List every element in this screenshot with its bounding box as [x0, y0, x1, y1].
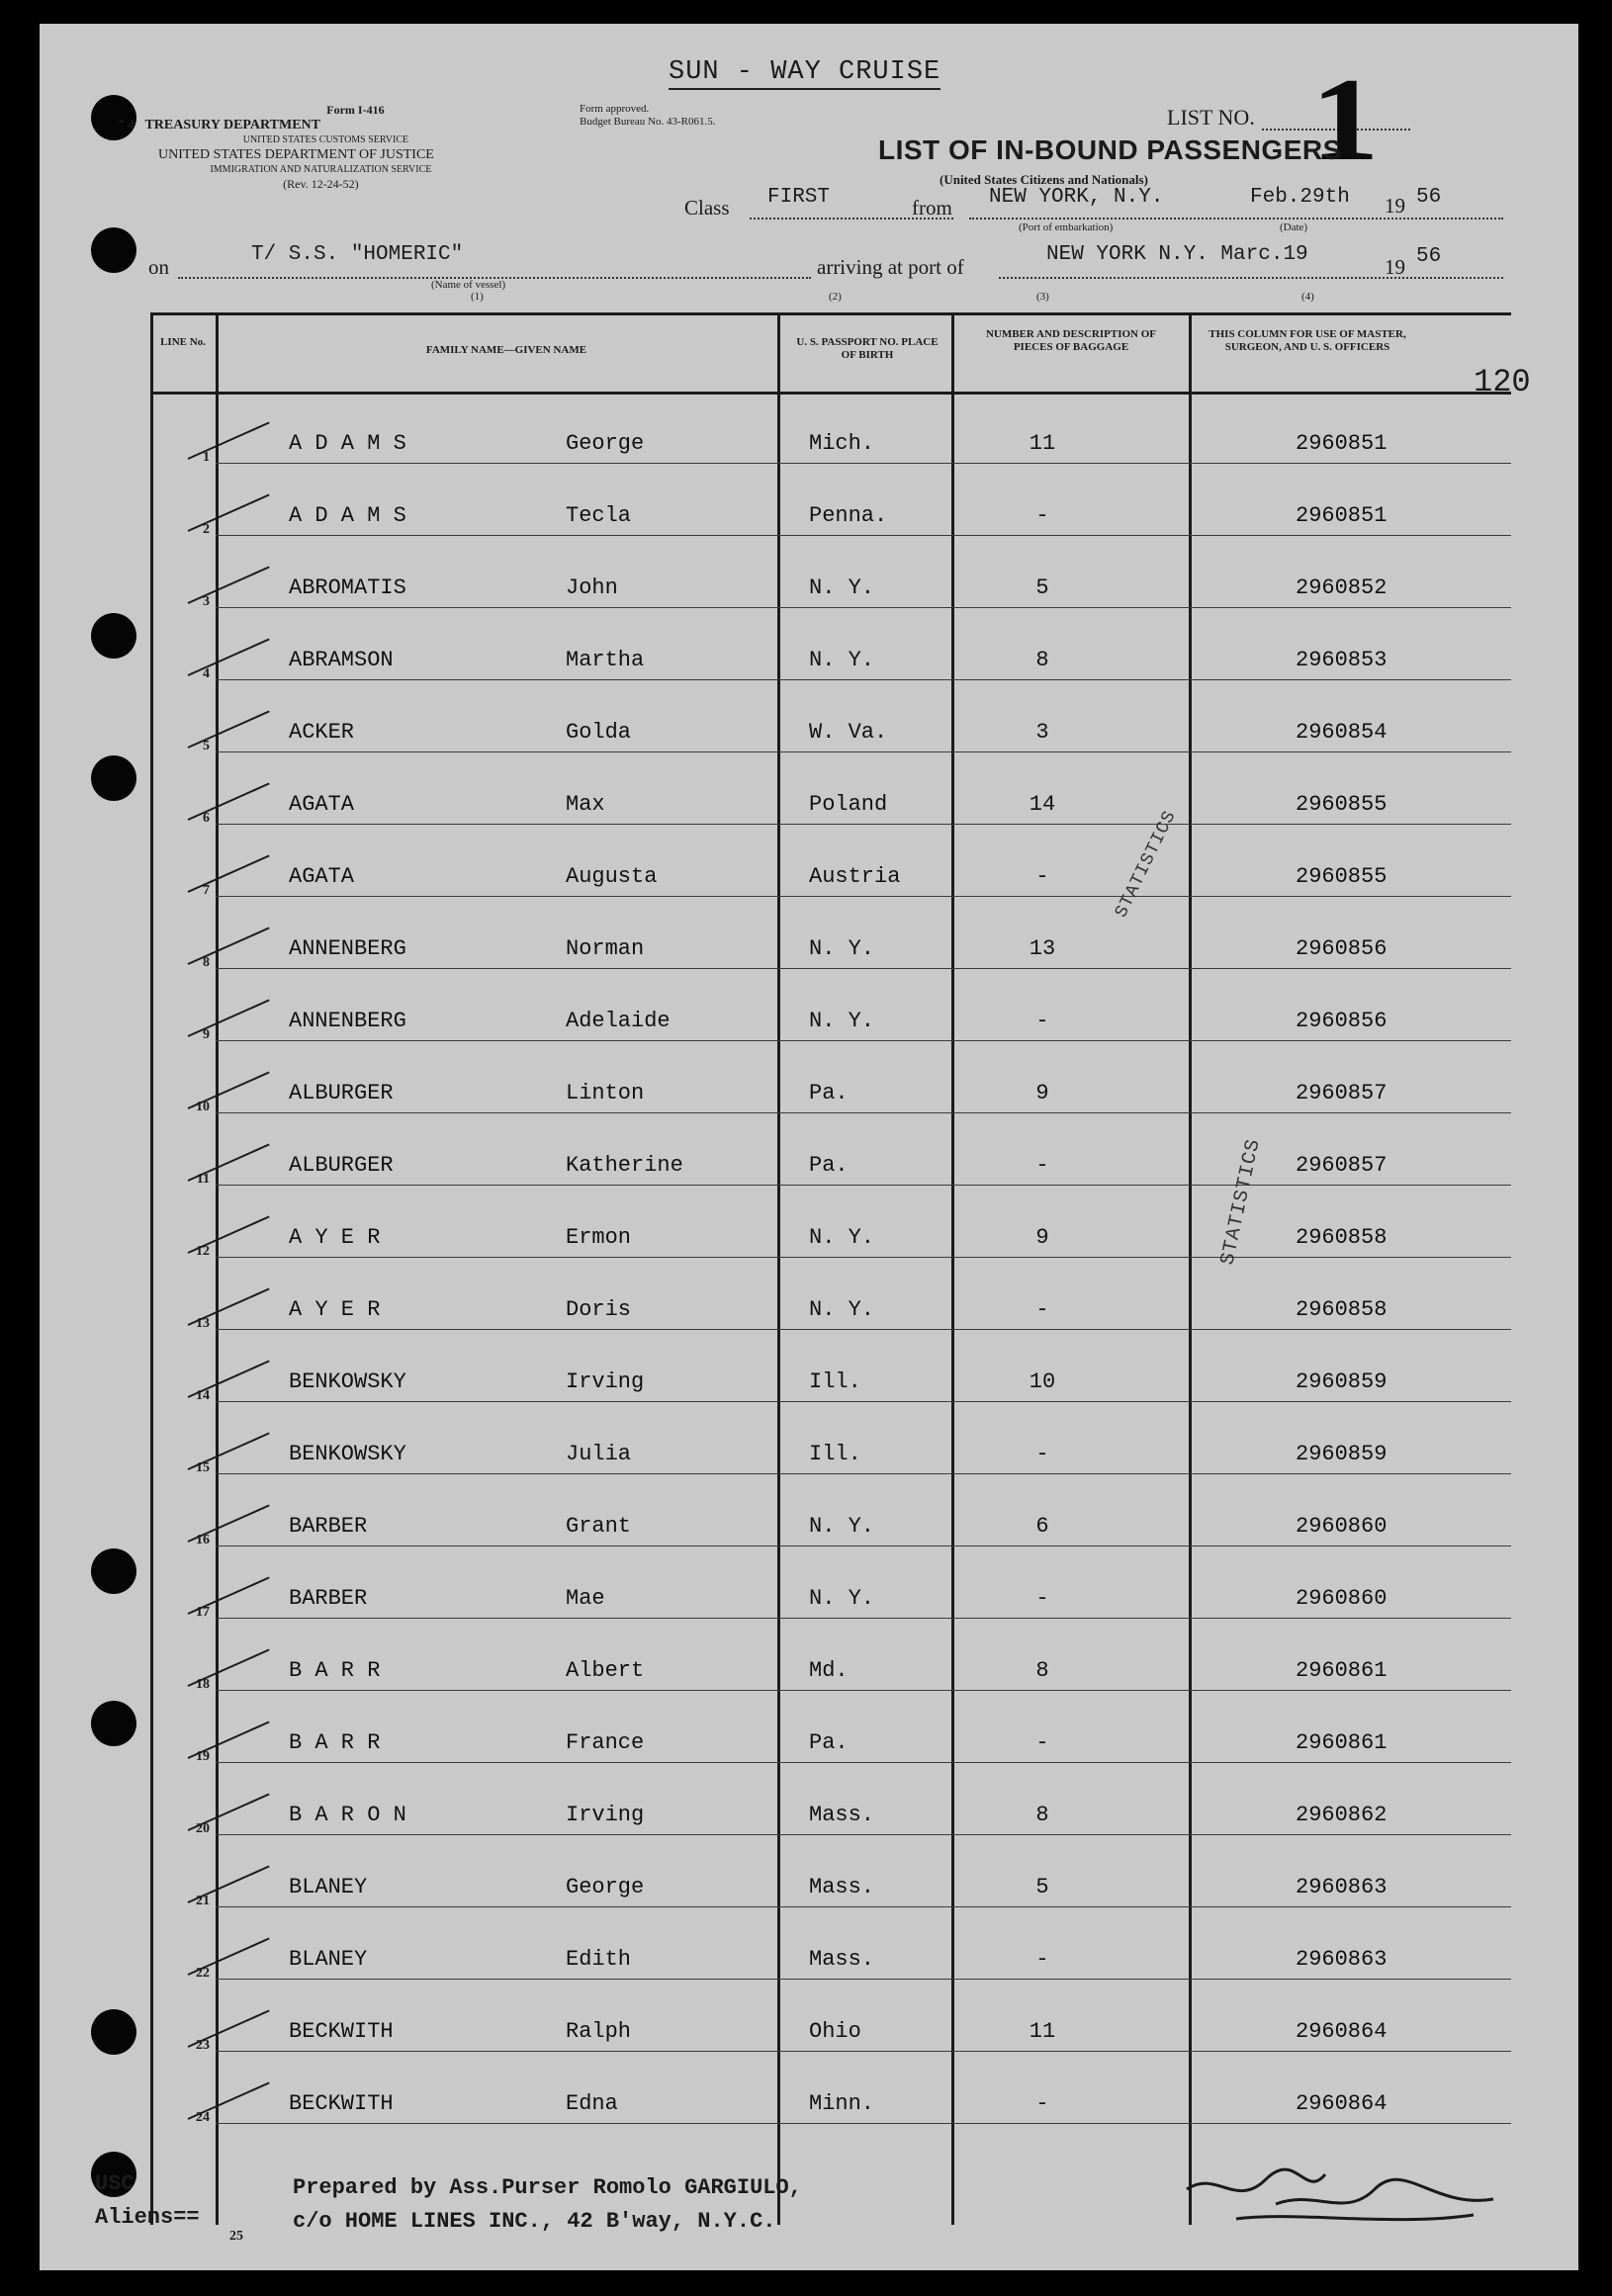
list-no-label: LIST NO.	[1167, 105, 1255, 130]
treasury-label: TREASURY DEPARTMENT	[144, 118, 320, 132]
arrival-year-prefix: 19	[1385, 255, 1405, 279]
line-number: 18	[196, 1677, 210, 1692]
punch-hole	[91, 613, 136, 659]
line-number: 7	[203, 883, 210, 898]
line-number: 6	[203, 811, 210, 826]
family-name: B A R R	[289, 1658, 381, 1683]
revision-label: (Rev. 12-24-52)	[283, 177, 359, 191]
baggage-count: 8	[1035, 1803, 1049, 1827]
baggage-count: 11	[1029, 2019, 1056, 2044]
given-name: Julia	[566, 1442, 632, 1466]
officer-number: 2960859	[1296, 1369, 1388, 1394]
table-top-rule	[150, 312, 1511, 315]
col-num-2: (2)	[829, 291, 842, 303]
place-of-birth: N. Y.	[809, 575, 875, 600]
punch-hole	[91, 2009, 136, 2055]
given-name: Adelaide	[566, 1009, 671, 1033]
line-number: 2	[203, 522, 210, 537]
place-of-birth: Pa.	[809, 1153, 849, 1178]
from-value: NEW YORK, N.Y.	[989, 186, 1164, 209]
table-row	[150, 1113, 1511, 1186]
list-title: LIST OF IN-BOUND PASSENGERS	[878, 134, 1342, 165]
sheet-number: 120	[1474, 364, 1531, 400]
baggage-count: 5	[1035, 575, 1049, 600]
family-name: ABRAMSON	[289, 648, 394, 672]
usc-label: USC	[95, 2171, 134, 2196]
given-name: Ralph	[566, 2019, 632, 2044]
officer-number: 2960857	[1296, 1081, 1388, 1105]
given-name: Tecla	[566, 503, 632, 528]
year-prefix: 19	[1385, 194, 1405, 218]
prepared-line-1: Prepared by Ass.Purser Romolo GARGIULO,	[293, 2175, 802, 2200]
given-name: Max	[566, 792, 605, 817]
officer-number: 2960854	[1296, 720, 1388, 745]
line-number: 10	[196, 1100, 210, 1114]
line-number: 9	[203, 1027, 210, 1042]
officer-number: 2960861	[1296, 1730, 1388, 1755]
arrival-year-suffix: 56	[1416, 245, 1442, 268]
form-approved: Form approved.	[580, 103, 650, 115]
officer-number: 2960860	[1296, 1514, 1388, 1539]
baggage-count: -	[1035, 1297, 1049, 1322]
treasury-prefix: ᐩ 4	[119, 118, 134, 132]
line-number: 14	[196, 1388, 210, 1403]
header-baggage: NUMBER AND DESCRIPTION OF PIECES OF BAGGAGE	[985, 328, 1157, 353]
family-name: BECKWITH	[289, 2091, 394, 2116]
family-name: ACKER	[289, 720, 355, 745]
line-number: 21	[196, 1894, 210, 1908]
family-name: A Y E R	[289, 1225, 381, 1250]
table-row	[150, 464, 1511, 536]
table-row	[150, 608, 1511, 680]
statistics-stamp: STATISTICS	[1112, 807, 1181, 922]
table-row	[150, 897, 1511, 969]
table-row	[150, 1330, 1511, 1402]
given-name: Mae	[566, 1586, 605, 1611]
family-name: A D A M S	[289, 431, 406, 456]
family-name: ANNENBERG	[289, 1009, 406, 1033]
officer-number: 2960863	[1296, 1947, 1388, 1972]
place-of-birth: N. Y.	[809, 1586, 875, 1611]
family-name: BENKOWSKY	[289, 1442, 406, 1466]
class-value: FIRST	[767, 186, 831, 209]
justice-label: UNITED STATES DEPARTMENT OF JUSTICE	[158, 147, 434, 162]
line-number: 15	[196, 1460, 210, 1475]
officer-number: 2960855	[1296, 864, 1388, 889]
baggage-count: -	[1035, 1442, 1049, 1466]
given-name: Irving	[566, 1803, 645, 1827]
table-row	[150, 1763, 1511, 1835]
list-no-value: 1	[1310, 53, 1380, 185]
family-name: BARBER	[289, 1514, 368, 1539]
punch-hole	[91, 1701, 136, 1746]
from-label: from	[912, 196, 952, 220]
date-label: (Date)	[1280, 221, 1308, 233]
list-subtitle: (United States Citizens and Nationals)	[940, 172, 1148, 187]
given-name: George	[566, 431, 645, 456]
table-row	[150, 680, 1511, 752]
family-name: AGATA	[289, 792, 355, 817]
baggage-count: -	[1035, 864, 1049, 889]
punch-hole	[91, 755, 136, 801]
given-name: Katherine	[566, 1153, 683, 1178]
baggage-count: 13	[1029, 936, 1056, 961]
table-row	[150, 1619, 1511, 1691]
punch-hole	[91, 1548, 136, 1594]
arrival-value: NEW YORK N.Y. Marc.19	[1046, 243, 1308, 266]
officer-number: 2960860	[1296, 1586, 1388, 1611]
line-number: 12	[196, 1244, 210, 1259]
baggage-count: -	[1035, 1009, 1049, 1033]
table-row	[150, 1041, 1511, 1113]
baggage-count: 3	[1035, 720, 1049, 745]
row-rule	[216, 2123, 1511, 2124]
baggage-count: -	[1035, 1153, 1049, 1178]
line-number-25: 25	[229, 2229, 243, 2244]
arriving-label: arriving at port of	[817, 255, 964, 279]
family-name: BARBER	[289, 1586, 368, 1611]
aliens-label: Aliens==	[95, 2205, 200, 2230]
baggage-count: 10	[1029, 1369, 1056, 1394]
customs-label: UNITED STATES CUSTOMS SERVICE	[242, 134, 409, 145]
budget-bureau: Budget Bureau No. 43-R061.5.	[580, 116, 716, 128]
officer-number: 2960851	[1296, 431, 1388, 456]
form-approved-block	[580, 103, 715, 129]
punch-hole	[91, 227, 136, 273]
table-row	[150, 1474, 1511, 1546]
line-number: 1	[203, 450, 210, 465]
baggage-count: 9	[1035, 1081, 1049, 1105]
family-name: BENKOWSKY	[289, 1369, 406, 1394]
place-of-birth: N. Y.	[809, 1225, 875, 1250]
class-label: Class	[684, 196, 730, 220]
baggage-count: 6	[1035, 1514, 1049, 1539]
family-name: AGATA	[289, 864, 355, 889]
table-row	[150, 969, 1511, 1041]
officer-number: 2960853	[1296, 648, 1388, 672]
officer-number: 2960864	[1296, 2091, 1388, 2116]
table-row	[150, 825, 1511, 897]
manifest-sheet	[40, 24, 1578, 2270]
baggage-count: 9	[1035, 1225, 1049, 1250]
baggage-count: -	[1035, 1947, 1049, 1972]
table-row	[150, 1691, 1511, 1763]
table-row	[150, 2052, 1511, 2124]
given-name: Augusta	[566, 864, 658, 889]
place-of-birth: W. Va.	[809, 720, 888, 745]
given-name: Edith	[566, 1947, 632, 1972]
baggage-count: 5	[1035, 1875, 1049, 1899]
line-number: 22	[196, 1966, 210, 1981]
place-of-birth: Penna.	[809, 503, 888, 528]
table-row	[150, 1835, 1511, 1907]
line-number: 5	[203, 739, 210, 753]
family-name: ALBURGER	[289, 1153, 394, 1178]
header-line-no: LINE No.	[160, 336, 206, 348]
baggage-count: 8	[1035, 1658, 1049, 1683]
passenger-table	[150, 312, 1511, 2225]
table-row	[150, 1980, 1511, 2052]
line-number: 16	[196, 1533, 210, 1547]
given-name: Doris	[566, 1297, 632, 1322]
place-of-birth: Poland	[809, 792, 888, 817]
place-of-birth: N. Y.	[809, 936, 875, 961]
given-name: Irving	[566, 1369, 645, 1394]
table-row	[150, 392, 1511, 464]
place-of-birth: Mass.	[809, 1875, 875, 1899]
prepared-by-note	[293, 2171, 802, 2239]
baggage-count: -	[1035, 2091, 1049, 2116]
officer-number: 2960864	[1296, 2019, 1388, 2044]
officer-number: 2960858	[1296, 1297, 1388, 1322]
family-name: ALBURGER	[289, 1081, 394, 1105]
place-of-birth: Md.	[809, 1658, 849, 1683]
vessel-label: (Name of vessel)	[431, 279, 506, 291]
table-row	[150, 1258, 1511, 1330]
line-number: 20	[196, 1821, 210, 1836]
port-embark-label: (Port of embarkation)	[1019, 221, 1114, 233]
officer-number: 2960858	[1296, 1225, 1388, 1250]
table-row	[150, 1186, 1511, 1258]
place-of-birth: N. Y.	[809, 1514, 875, 1539]
officer-signature	[1177, 2150, 1513, 2239]
vessel-num: (1)	[471, 291, 484, 303]
table-row	[150, 752, 1511, 825]
family-name: BLANEY	[289, 1947, 368, 1972]
col-num-3: (3)	[1036, 291, 1049, 303]
baggage-count: -	[1035, 503, 1049, 528]
year-suffix: 56	[1416, 186, 1442, 209]
officer-number: 2960851	[1296, 503, 1388, 528]
place-of-birth: Mass.	[809, 1803, 875, 1827]
given-name: Grant	[566, 1514, 632, 1539]
table-row	[150, 1907, 1511, 1980]
baggage-count: -	[1035, 1586, 1049, 1611]
given-name: George	[566, 1875, 645, 1899]
given-name: France	[566, 1730, 645, 1755]
statistics-stamp: STATISTICS	[1216, 1136, 1266, 1268]
immigration-label: IMMIGRATION AND NATURALIZATION SERVICE	[210, 164, 432, 175]
baggage-count: 11	[1029, 431, 1056, 456]
prepared-line-2: c/o HOME LINES INC., 42 B'way, N.Y.C.	[293, 2209, 776, 2234]
col-num-4: (4)	[1301, 291, 1314, 303]
header-officers: THIS COLUMN FOR USE OF MASTER, SURGEON, AND U. S. OFFICERS	[1209, 328, 1406, 353]
given-name: Edna	[566, 2091, 618, 2116]
form-id: Form I-416	[326, 103, 385, 117]
family-name: B A R O N	[289, 1803, 406, 1827]
line-number: 8	[203, 955, 210, 970]
date-value: Feb.29th	[1250, 186, 1350, 209]
given-name: Martha	[566, 648, 645, 672]
given-name: Golda	[566, 720, 632, 745]
officer-number: 2960861	[1296, 1658, 1388, 1683]
family-name: BLANEY	[289, 1875, 368, 1899]
officer-number: 2960855	[1296, 792, 1388, 817]
vessel-value: T/ S.S. "HOMERIC"	[251, 243, 464, 266]
given-name: Linton	[566, 1081, 645, 1105]
line-number: 13	[196, 1316, 210, 1331]
on-label: on	[148, 255, 169, 279]
given-name: John	[566, 575, 618, 600]
from-dots	[969, 218, 1503, 220]
baggage-count: -	[1035, 1730, 1049, 1755]
place-of-birth: Ill.	[809, 1369, 861, 1394]
arrival-dots	[999, 277, 1503, 279]
place-of-birth: N. Y.	[809, 1009, 875, 1033]
place-of-birth: Mich.	[809, 431, 875, 456]
line-number: 17	[196, 1605, 210, 1620]
place-of-birth: Austria	[809, 864, 901, 889]
family-name: ABROMATIS	[289, 575, 406, 600]
table-row	[150, 536, 1511, 608]
family-name: BECKWITH	[289, 2019, 394, 2044]
header-passport: U. S. PASSPORT NO. PLACE OF BIRTH	[796, 336, 939, 361]
given-name: Norman	[566, 936, 645, 961]
place-of-birth: N. Y.	[809, 648, 875, 672]
given-name: Ermon	[566, 1225, 632, 1250]
given-name: Albert	[566, 1658, 645, 1683]
officer-number: 2960862	[1296, 1803, 1388, 1827]
table-row	[150, 1402, 1511, 1474]
place-of-birth: Pa.	[809, 1730, 849, 1755]
officer-number: 2960859	[1296, 1442, 1388, 1466]
family-name: B A R R	[289, 1730, 381, 1755]
line-number: 3	[203, 594, 210, 609]
line-number: 11	[196, 1172, 210, 1187]
table-row	[150, 1546, 1511, 1619]
place-of-birth: Minn.	[809, 2091, 875, 2116]
usc-aliens-note	[95, 2167, 200, 2235]
line-number: 19	[196, 1749, 210, 1764]
form-issuer-block	[119, 103, 434, 192]
place-of-birth: Mass.	[809, 1947, 875, 1972]
place-of-birth: Ill.	[809, 1442, 861, 1466]
baggage-count: 8	[1035, 648, 1049, 672]
officer-number: 2960856	[1296, 936, 1388, 961]
line-number: 4	[203, 666, 210, 681]
place-of-birth: Ohio	[809, 2019, 861, 2044]
family-name: A D A M S	[289, 503, 406, 528]
family-name: A Y E R	[289, 1297, 381, 1322]
header-name: FAMILY NAME—GIVEN NAME	[425, 344, 587, 356]
officer-number: 2960856	[1296, 1009, 1388, 1033]
officer-number: 2960852	[1296, 575, 1388, 600]
place-of-birth: N. Y.	[809, 1297, 875, 1322]
officer-number: 2960863	[1296, 1875, 1388, 1899]
line-number: 24	[196, 2110, 210, 2125]
baggage-count: 14	[1029, 792, 1056, 817]
line-number: 23	[196, 2038, 210, 2053]
family-name: ANNENBERG	[289, 936, 406, 961]
place-of-birth: Pa.	[809, 1081, 849, 1105]
cruise-title: SUN - WAY CRUISE	[669, 57, 940, 90]
officer-number: 2960857	[1296, 1153, 1388, 1178]
